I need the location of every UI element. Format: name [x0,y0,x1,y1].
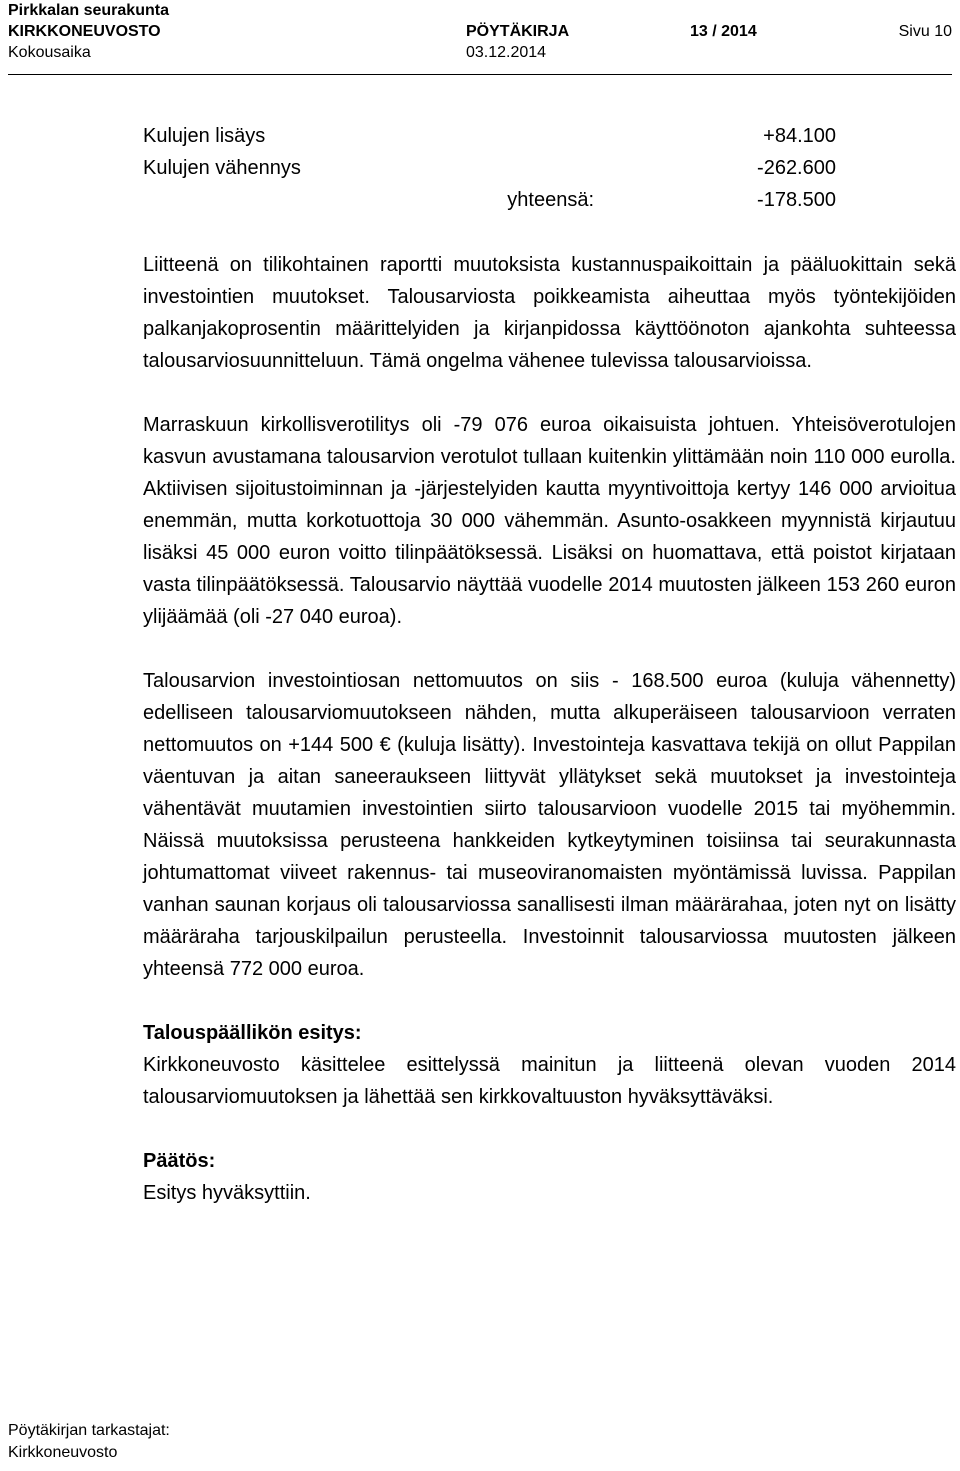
header-divider [8,74,952,75]
row-value: -262.600 [757,157,836,179]
paragraph-tax-revenue: Marraskuun kirkollisverotilitys oli -79 076 euroa oikaisuista johtuen. Yhteisöverotulojen kasvun avustamana talousarvion verotulot tullaan kuitenkin ylittämään noin 110 000 eurolla. Aktiivisen sijoitustoiminnan ja -järjestelyiden kautta myyntivoittoja kertyy 146 000 arvioitua enemmän, mutta korkotuottoja 30 000 vähemmän. Asunto-osakkeen myynnistä kirjautuu lisäksi 45 000 euron voitto tilinpäätöksessä. Lisäksi on huomattava, että poistot kirjataan vasta tilinpäätöksessä. Talousarvio näyttää vuodelle 2014 muutosten jälkeen 153 260 euron ylijäämää (oli -27 040 euroa). [143,414,956,628]
paragraph-investments: Talousarvion investointiosan nettomuutos on siis - 168.500 euroa (kuluja vähennetty) edelliseen talousarviomuutokseen nähden, mutta alkuperäiseen talousarvioon verraten nettomuutos on +144 500 € (kuluja lisätty). Investointeja kasvattava tekijä on ollut Pappilan väentuvan ja aitan saneeraukseen liittyvät yllätykset sekä muutokset ja investointeja vähentävät muutamien investointien siirto talousarvioon vuodelle 2015 tai myöhemmin. Näissä muutoksissa perusteena hankkeiden kytkeytyminen toisiinsa tai seurakunnasta johtumattomat viiveet rakennus- tai museoviranomaisten myöntämissä luvissa. Pappilan vanhan saunan korjaus oli talousarviossa sanallisesti ilman määrärahaa, joten nyt on lisätty määräraha tarjouskilpailun perusteella. Investoinnit talousarviossa muutosten jälkeen yhteensä 772 000 euroa. [143,670,956,980]
row-value: -178.500 [757,189,836,211]
row-label: Kulujen lisäys [143,125,266,147]
footer-reviewers-label: Pöytäkirjan tarkastajat: [8,1422,170,1439]
body-name: KIRKKONEUVOSTO [8,23,161,40]
table-row [143,152,836,184]
decision-heading: Päätös: [143,1150,216,1172]
footer-body-name: Kirkkoneuvosto [8,1444,118,1461]
document-type: PÖYTÄKIRJA [466,23,570,40]
row-total-label: yhteensä: [507,189,594,211]
decision-text: Esitys hyväksyttiin. [143,1182,311,1204]
page-number: Sivu 10 [898,23,952,40]
expense-summary-table [143,120,836,216]
organization-name: Pirkkalan seurakunta [8,2,169,19]
meeting-date: 03.12.2014 [466,44,547,61]
row-value: +84.100 [763,125,836,147]
page-header [8,0,952,63]
table-row [143,184,836,216]
proposal-heading: Talouspäällikön esitys: [143,1022,362,1044]
row-label: Kulujen vähennys [143,157,301,179]
page-footer [8,1420,170,1464]
document-body [143,120,956,1209]
meeting-date-label: Kokousaika [8,44,91,61]
table-row [143,120,836,152]
proposal-text: Kirkkoneuvosto käsittelee esittelyssä mainitun ja liitteenä olevan vuoden 2014 talousarviomuutoksen ja lähettää sen kirkkovaltuuston hyväksyttäväksi. [143,1054,956,1108]
paragraph-attachment: Liitteenä on tilikohtainen raportti muutoksista kustannuspaikoittain ja pääluokittain sekä investointien muutokset. Talousarviosta poikkeamista aiheuttaa myös työntekijöiden palkanjakoprosentin määrittelyiden ja kirjanpidossa käyttöönoton ajankohta suhteessa talousarviosuunnitteluun. Tämä ongelma vähenee tulevissa talousarvioissa. [143,254,956,372]
document-number: 13 / 2014 [690,23,757,40]
